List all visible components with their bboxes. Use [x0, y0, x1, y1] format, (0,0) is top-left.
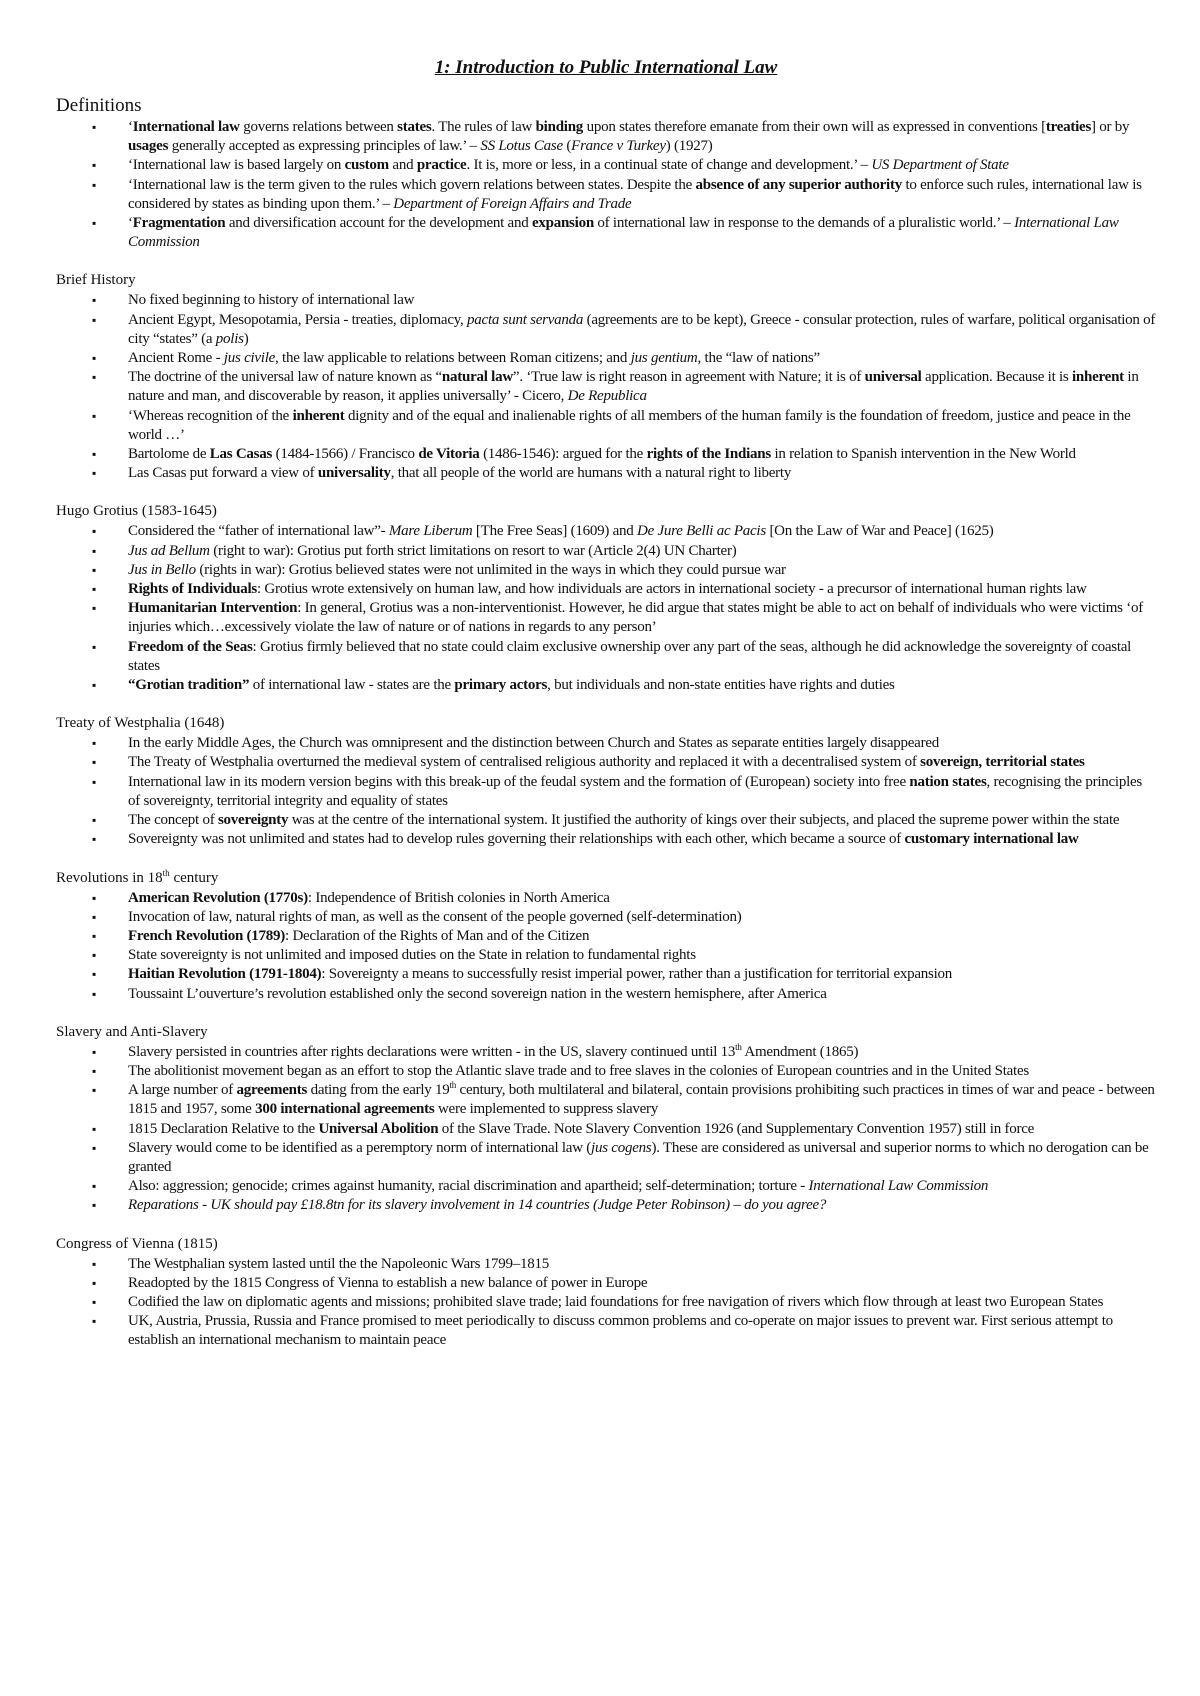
italic-text: Mare Liberum: [388, 523, 473, 540]
bold-text: “Grotian tradition”: [128, 677, 250, 694]
text-run: of the Slave Trade. Note Slavery Convention 1926 (and Supplementary Convention 1957) still in force: [438, 1120, 1035, 1137]
italic-text: France v Turkey: [571, 138, 666, 155]
bullet-list: [56, 734, 1156, 849]
text-run: : Grotius wrote extensively on human law, and how individuals are actors in international society - a precursor of international human rights law: [256, 581, 1087, 598]
text-run: (1484-1566) / Francisco: [272, 446, 419, 463]
text-run: ‘: [128, 119, 133, 135]
bullet-item: [56, 811, 1156, 830]
text-run: : Sovereignty a means to successfully resist imperial power, rather than a justification for territorial expansion: [321, 966, 953, 983]
text-run: Invocation of law, natural rights of man, as well as the consent of the people governed (self-determination): [128, 908, 742, 925]
text-run: ‘International law is based largely on: [128, 157, 345, 174]
section-heading-text: Brief History: [56, 272, 136, 289]
bold-text: universality: [317, 465, 391, 482]
text-run: : Declaration of the Rights of Man and of the Citizen: [285, 927, 590, 944]
section-heading-text: century: [169, 869, 219, 886]
bold-text: Freedom of the Seas: [128, 638, 253, 655]
bullet-item: [56, 734, 1156, 753]
text-run: ). These are considered as universal and superior norms to which no derogation can be granted: [128, 1139, 1149, 1175]
bold-text: natural law: [441, 369, 513, 386]
text-run: International law in its modern version begins with this break-up of the feudal system and the formation of (European) society into free: [128, 773, 910, 790]
text-run: Ancient Rome -: [128, 350, 224, 367]
text-run: ): [243, 330, 249, 347]
text-run: The Treaty of Westphalia overturned the medieval system of centralised religious authority and replaced it with a decentralised system of: [128, 754, 921, 771]
text-run: No fixed beginning to history of international law: [128, 292, 415, 309]
text-run: , the law applicable to relations between Roman citizens; and: [275, 350, 631, 367]
bullet-item: [56, 1062, 1156, 1081]
text-run: th: [735, 1041, 742, 1052]
bold-text: de Vitoria: [418, 446, 480, 463]
italic-text: jus gentium: [630, 350, 698, 367]
bold-text: states: [397, 119, 432, 135]
text-run: to enforce such rules, international law is considered by states as binding upon them.’ –: [128, 176, 1142, 212]
section-heading: [56, 869, 1156, 888]
italic-text: SS Lotus Case: [480, 138, 563, 155]
bold-text: practice: [416, 157, 467, 174]
text-run: was at the centre of the international system. It justified the authority of kings over their subjects, and placed the supreme power within the state: [288, 812, 1120, 829]
bullet-item: [56, 773, 1156, 811]
bullet-item: [56, 599, 1156, 637]
bold-text: Universal Abolition: [318, 1120, 439, 1137]
italic-text: De Republica: [567, 388, 647, 405]
bullet-item: [56, 522, 1156, 541]
bullet-item: [56, 1139, 1156, 1177]
text-run: ‘Whereas recognition of the: [128, 407, 293, 424]
bold-text: 300 international agreements: [255, 1101, 435, 1118]
bullet-item: [56, 753, 1156, 772]
text-run: The abolitionist movement began as an effort to stop the Atlantic slave trade and to free slaves in the colonies of European countries and in the United States: [128, 1062, 1029, 1079]
bullet-item: [56, 445, 1156, 464]
section-heading: [56, 502, 1156, 521]
bullet-item: [56, 561, 1156, 580]
italic-text: Department of Foreign Affairs and Trade: [393, 195, 632, 212]
text-run: and diversification account for the development and: [225, 215, 532, 232]
section-heading-text: Congress of Vienna (1815): [56, 1235, 218, 1252]
text-run: Considered the “father of international law”-: [128, 523, 389, 540]
section-heading-text: Definitions: [56, 95, 142, 116]
text-run: , that all people of the world are humans with a natural right to liberty: [390, 465, 792, 482]
bullet-item: [56, 368, 1156, 406]
bullet-item: [56, 830, 1156, 849]
bullet-item: [56, 946, 1156, 965]
text-run: Slavery would come to be identified as a peremptory norm of international law (: [128, 1139, 592, 1156]
bullet-item: [56, 638, 1156, 676]
section-heading: [56, 1023, 1156, 1042]
text-run: Toussaint L’ouverture’s revolution established only the second sovereign nation in the western hemisphere, after America: [128, 985, 827, 1002]
text-run: (1486-1546): argued for the: [479, 446, 647, 463]
bullet-item: [56, 985, 1156, 1004]
bold-text: Haitian Revolution (1791-1804): [128, 966, 322, 983]
bold-text: Rights of Individuals: [128, 581, 257, 598]
text-run: th: [449, 1080, 457, 1091]
bullet-item: [56, 1120, 1156, 1139]
section-heading: [56, 271, 1156, 290]
bullet-item: [56, 965, 1156, 984]
section-heading: [56, 714, 1156, 733]
text-run: : Grotius firmly believed that no state could claim exclusive ownership over any part of the seas, although he did acknowledge the sovereignty of coastal states: [128, 638, 1132, 674]
bullet-list: [56, 1043, 1156, 1216]
bold-text: primary actors: [454, 677, 548, 694]
bullet-item: [56, 927, 1156, 946]
bullet-list: [56, 118, 1156, 252]
text-run: 1815 Declaration Relative to the: [128, 1120, 319, 1137]
bullet-item: [56, 1196, 1156, 1215]
bullet-item: [56, 1293, 1156, 1312]
document-body: [56, 94, 1156, 1351]
bullet-item: [56, 311, 1156, 349]
italic-text: De Jure Belli ac Pacis: [637, 523, 766, 540]
italic-text: jus civile: [223, 350, 276, 367]
text-run: in nature and man, and discoverable by reason, it applies universally’ - Cicero,: [128, 369, 1139, 405]
italic-text: polis: [215, 330, 244, 347]
text-run: (right to war): Grotius put forth strict limitations on resort to war (Article 2(4) UN Charter): [209, 542, 737, 559]
bold-text: expansion: [531, 215, 594, 232]
text-run: of international law in response to the demands of a pluralistic world.’ –: [593, 215, 1015, 232]
italic-text: Jus ad Bellum: [128, 542, 210, 559]
text-run: Sovereignty was not unlimited and states had to develop rules governing their relationships with each other, which became a source of: [128, 831, 905, 848]
italic-text: pacta sunt servanda: [467, 311, 584, 328]
text-run: (agreements are to be kept), Greece - consular protection, rules of warfare, political organisation of city “states” (a: [128, 311, 1156, 347]
bold-text: Las Casas: [209, 446, 273, 463]
section-heading-text: Slavery and Anti-Slavery: [56, 1023, 208, 1040]
text-run: . The rules of law: [431, 119, 536, 135]
text-run: Bartolome de: [128, 446, 210, 463]
section: [56, 1235, 1156, 1351]
bullet-item: [56, 464, 1156, 483]
bullet-item: [56, 1255, 1156, 1274]
document-page: [56, 56, 1156, 1370]
bold-text: treaties: [1045, 119, 1092, 135]
italic-text: jus cogens: [591, 1139, 652, 1156]
text-run: ‘: [128, 215, 133, 232]
bullet-item: [56, 889, 1156, 908]
text-run: and: [388, 157, 417, 174]
bold-text: universal: [864, 369, 922, 386]
text-run: century, both multilateral and bilateral, contain provisions prohibiting such practices in times of war and peace - between 1815 and 1957, some: [128, 1082, 1155, 1118]
bullet-item: [56, 542, 1156, 561]
text-run: [The Free Seas] (1609) and: [472, 523, 638, 540]
italic-text: US Department of State: [871, 157, 1009, 174]
bullet-item: [56, 156, 1156, 175]
bullet-list: [56, 522, 1156, 695]
text-run: governs relations between: [239, 119, 398, 135]
section-heading: [56, 94, 1156, 117]
text-run: The doctrine of the universal law of nature known as “: [128, 369, 442, 386]
bullet-list: [56, 291, 1156, 483]
bullet-item: [56, 1081, 1156, 1119]
bullet-item: [56, 1177, 1156, 1196]
text-run: The concept of: [128, 812, 218, 829]
bullet-item: [56, 1312, 1156, 1350]
bullet-item: [56, 908, 1156, 927]
text-run: UK, Austria, Prussia, Russia and France promised to meet periodically to discuss common problems and co-operate on major issues to prevent war. First serious attempt to establish an international mechanism to maintain peace: [128, 1313, 1113, 1349]
italic-text: Reparations - UK should pay £18.8tn for its slavery involvement in 14 countries (Judge Peter Robinson) – do you agree?: [128, 1197, 827, 1214]
text-run: . It is, more or less, in a continual state of change and development.’ –: [466, 157, 872, 174]
bold-text: absence of any superior authority: [695, 176, 902, 193]
bullet-item: [56, 118, 1156, 156]
bullet-item: [56, 176, 1156, 214]
text-run: [On the Law of War and Peace] (1625): [765, 523, 994, 540]
text-run: (: [562, 138, 572, 155]
bold-text: American Revolution (1770s): [128, 889, 308, 906]
text-run: , but individuals and non-state entities have rights and duties: [547, 677, 895, 694]
bullet-item: [56, 1043, 1156, 1062]
section: [56, 94, 1156, 252]
text-run: ‘International law is the term given to the rules which govern relations between states. Despite the: [128, 176, 696, 193]
bold-text: rights of the Indians: [646, 446, 771, 463]
text-run: Codified the law on diplomatic agents and missions; prohibited slave trade; laid foundations for free navigation of rivers which flow through at least two European States: [128, 1293, 1104, 1310]
text-run: , the “law of nations”: [697, 350, 820, 367]
text-run: were implemented to suppress slavery: [434, 1101, 659, 1118]
bold-text: inherent: [1072, 369, 1124, 386]
italic-text: International Law Commission: [808, 1178, 989, 1195]
bullet-item: [56, 407, 1156, 445]
text-run: Las Casas put forward a view of: [128, 465, 318, 482]
bold-text: Humanitarian Intervention: [128, 600, 298, 617]
bullet-item: [56, 1274, 1156, 1293]
bold-text: inherent: [292, 407, 345, 424]
bold-text: French Revolution (1789): [128, 927, 286, 944]
page-title: 1: Introduction to Public International Law: [434, 57, 778, 78]
italic-text: Jus in Bello: [128, 561, 196, 578]
text-run: in relation to Spanish intervention in the New World: [770, 446, 1076, 463]
bold-text: customary international law: [904, 831, 1079, 848]
text-run: Readopted by the 1815 Congress of Vienna to establish a new balance of power in Europe: [128, 1274, 648, 1291]
bold-text: usages: [128, 138, 169, 155]
italic-text: International Law Commission: [128, 215, 1119, 251]
text-run: dignity and of the equal and inalienable rights of all members of the human family is the foundation of freedom, justice and peace in the world …’: [128, 407, 1131, 443]
text-run: : Independence of British colonies in North America: [307, 889, 610, 906]
section-heading-text: Treaty of Westphalia (1648): [56, 715, 225, 732]
bullet-list: [56, 1255, 1156, 1351]
text-run: The Westphalian system lasted until the the Napoleonic Wars 1799–1815: [128, 1255, 549, 1272]
section: [56, 869, 1156, 1004]
text-run: upon states therefore emanate from their own will as expressed in conventions [: [583, 119, 1046, 135]
bullet-item: [56, 349, 1156, 368]
bullet-item: [56, 676, 1156, 695]
bold-text: Fragmentation: [132, 215, 226, 232]
text-run: ] or by: [1091, 119, 1130, 135]
text-run: : In general, Grotius was a non-interventionist. However, he did argue that states might be able to act on behalf of individuals who were victims ‘of injuries which…excessively violate the law of nature or of nations in regards to any person’: [128, 600, 1143, 636]
bold-text: sovereignty: [217, 812, 289, 829]
text-run: Ancient Egypt, Mesopotamia, Persia - treaties, diplomacy,: [128, 311, 468, 328]
text-run: of international law - states are the: [249, 677, 455, 694]
bold-text: sovereign, territorial states: [920, 754, 1085, 771]
section: [56, 271, 1156, 483]
bold-text: binding: [535, 119, 584, 135]
text-run: Amendment (1865): [741, 1043, 859, 1060]
text-run: dating from the early 19: [307, 1082, 450, 1099]
section: [56, 502, 1156, 695]
section: [56, 1023, 1156, 1216]
text-run: ”. ‘True law is right reason in agreement with Nature; it is of: [512, 369, 865, 386]
section-heading: [56, 1235, 1156, 1254]
bullet-item: [56, 291, 1156, 310]
bullet-item: [56, 580, 1156, 599]
text-run: application. Because it is: [921, 369, 1073, 386]
bullet-item: [56, 214, 1156, 252]
bold-text: International law: [132, 119, 240, 135]
bullet-list: [56, 889, 1156, 1004]
text-run: Slavery persisted in countries after rights declarations were written - in the US, slavery continued until 13: [128, 1043, 736, 1060]
text-run: In the early Middle Ages, the Church was omnipresent and the distinction between Church and States as separate entities largely disappeared: [128, 735, 939, 752]
text-run: , recognising the principles of sovereignty, territorial integrity and equality of states: [128, 773, 1142, 809]
section-heading-superscript: th: [162, 867, 170, 878]
bold-text: nation states: [909, 773, 987, 790]
section-heading-text: Revolutions in 18: [56, 869, 163, 886]
bold-text: custom: [344, 157, 389, 174]
section: [56, 714, 1156, 849]
text-run: ) (1927): [665, 138, 713, 155]
text-run: (rights in war): Grotius believed states were not unlimited in the ways in which they could pursue war: [195, 561, 786, 578]
section-heading-text: Hugo Grotius (1583-1645): [56, 503, 217, 520]
text-run: A large number of: [128, 1082, 237, 1099]
text-run: State sovereignty is not unlimited and imposed duties on the State in relation to fundamental rights: [128, 947, 696, 964]
text-run: Also: aggression; genocide; crimes against humanity, racial discrimination and apartheid; self-determination; torture -: [128, 1178, 809, 1195]
text-run: generally accepted as expressing principles of law.’ –: [168, 138, 481, 155]
bold-text: agreements: [236, 1082, 308, 1099]
